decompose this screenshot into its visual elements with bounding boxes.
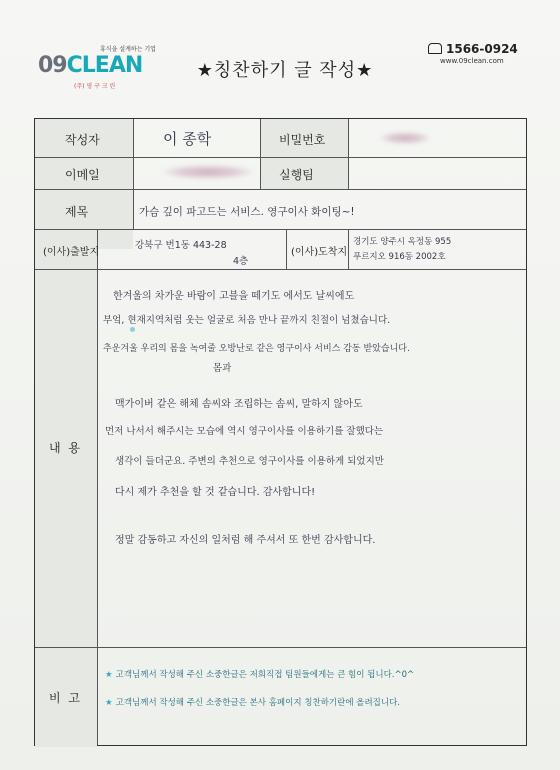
departure-label: (이사)출발지 bbox=[43, 247, 100, 258]
remarks-label: 비 고 bbox=[49, 691, 82, 705]
password-label: 비밀번호 bbox=[279, 133, 326, 147]
remark-note-1: ★ 고객님께서 작성해 주신 소중한글은 저희직접 팀원들에게는 큰 힘이 됩니다.^0^ bbox=[105, 670, 415, 680]
content-line-2: 부엌, 현재지역처럼 웃는 얼굴로 처음 만나 끝까지 친절이 넘쳤습니다. bbox=[103, 315, 391, 326]
logo-tagline: 휴식을 설계하는 기업 bbox=[100, 46, 156, 53]
content-line-7: 다시 제가 추천을 할 것 같습니다. 감사합니다! bbox=[115, 487, 316, 498]
website-url: www.09clean.com bbox=[440, 57, 504, 65]
password-redacted bbox=[380, 132, 430, 144]
phone-icon bbox=[428, 43, 442, 54]
departure-value-line2: 4층 bbox=[233, 256, 249, 267]
subject-value: 가슴 깊이 파고드는 서비스. 영구이사 화이팅~! bbox=[139, 206, 355, 218]
logo-wordmark bbox=[38, 53, 142, 78]
content-line-5: 먼저 나서서 해주시는 모습에 역시 영구이사를 이용하기를 잘했다는 bbox=[105, 426, 384, 437]
subject-label: 제목 bbox=[65, 205, 89, 219]
remark-note-1-text: 고객님께서 작성해 주신 소중한글은 저희직접 팀원들에게는 큰 힘이 됩니다.^0^ bbox=[115, 670, 415, 680]
row-divider-2 bbox=[35, 189, 526, 190]
email-redacted bbox=[163, 165, 253, 179]
content-line-6: 생각이 들더군요. 주변의 추천으로 영구이사를 이용하게 되었지만 bbox=[115, 456, 384, 467]
page-title: ★칭찬하기 글 작성★ bbox=[196, 60, 374, 81]
remark-note-2-text: 고객님께서 작성해 주신 소중한글은 본사 홈페이지 칭찬하기란에 올려집니다. bbox=[115, 698, 400, 708]
team-label: 실행팀 bbox=[279, 168, 314, 182]
col-divider-5 bbox=[286, 229, 287, 269]
content-line-8: 정말 감동하고 자신의 일처럼 해 주셔서 또 한번 감사합니다. bbox=[115, 535, 376, 546]
logo-company-name: (주) 영 구 크 린 bbox=[74, 83, 116, 90]
content-line-4: 맥가이버 같은 해체 솜씨와 조립하는 솜씨, 말하지 않아도 bbox=[115, 399, 363, 410]
content-insert: 몸과 bbox=[213, 363, 232, 374]
col-divider-1 bbox=[133, 119, 134, 229]
arrival-value-line2: 푸르지오 916동 2002호 bbox=[353, 252, 446, 262]
row-divider-5 bbox=[35, 647, 526, 648]
arrival-value-line1: 경기도 양주시 옥정동 955 bbox=[353, 237, 452, 247]
col-divider-6 bbox=[348, 229, 349, 269]
phone-number bbox=[428, 42, 518, 56]
author-value: 이 종학 bbox=[163, 130, 212, 148]
content-label: 내 용 bbox=[49, 441, 82, 455]
content-line-3: 추운겨울 우리의 몸을 녹여줄 오방난로 같은 영구이사 서비스 감동 받았습니다. bbox=[103, 344, 410, 354]
remark-note-2: ★ 고객님께서 작성해 주신 소중한글은 본사 홈페이지 칭찬하기란에 올려집니다. bbox=[105, 698, 400, 708]
row-divider-1 bbox=[35, 157, 526, 158]
content-line-1: 한겨울의 차가운 바람이 고블을 떼기도 에서도 날씨에도 bbox=[113, 291, 355, 302]
author-label: 작성자 bbox=[65, 133, 100, 147]
logo-word: CLEAN bbox=[66, 53, 143, 78]
row-divider-3 bbox=[35, 229, 526, 230]
ink-spot bbox=[130, 327, 135, 332]
company-logo bbox=[38, 44, 156, 90]
col-divider-4 bbox=[97, 229, 98, 745]
logo-number: 09 bbox=[38, 53, 67, 78]
phone-text: 1566-0924 bbox=[446, 42, 518, 56]
row-divider-4 bbox=[35, 269, 526, 270]
praise-form-table bbox=[34, 118, 527, 746]
email-label: 이메일 bbox=[65, 168, 100, 182]
col-divider-3 bbox=[348, 119, 349, 189]
departure-value-line1: 강북구 번1동 443-28 bbox=[135, 240, 227, 251]
arrival-label: (이사)도착지 bbox=[291, 247, 348, 258]
col-divider-2 bbox=[260, 119, 261, 189]
label-column-shade-3 bbox=[35, 249, 97, 747]
